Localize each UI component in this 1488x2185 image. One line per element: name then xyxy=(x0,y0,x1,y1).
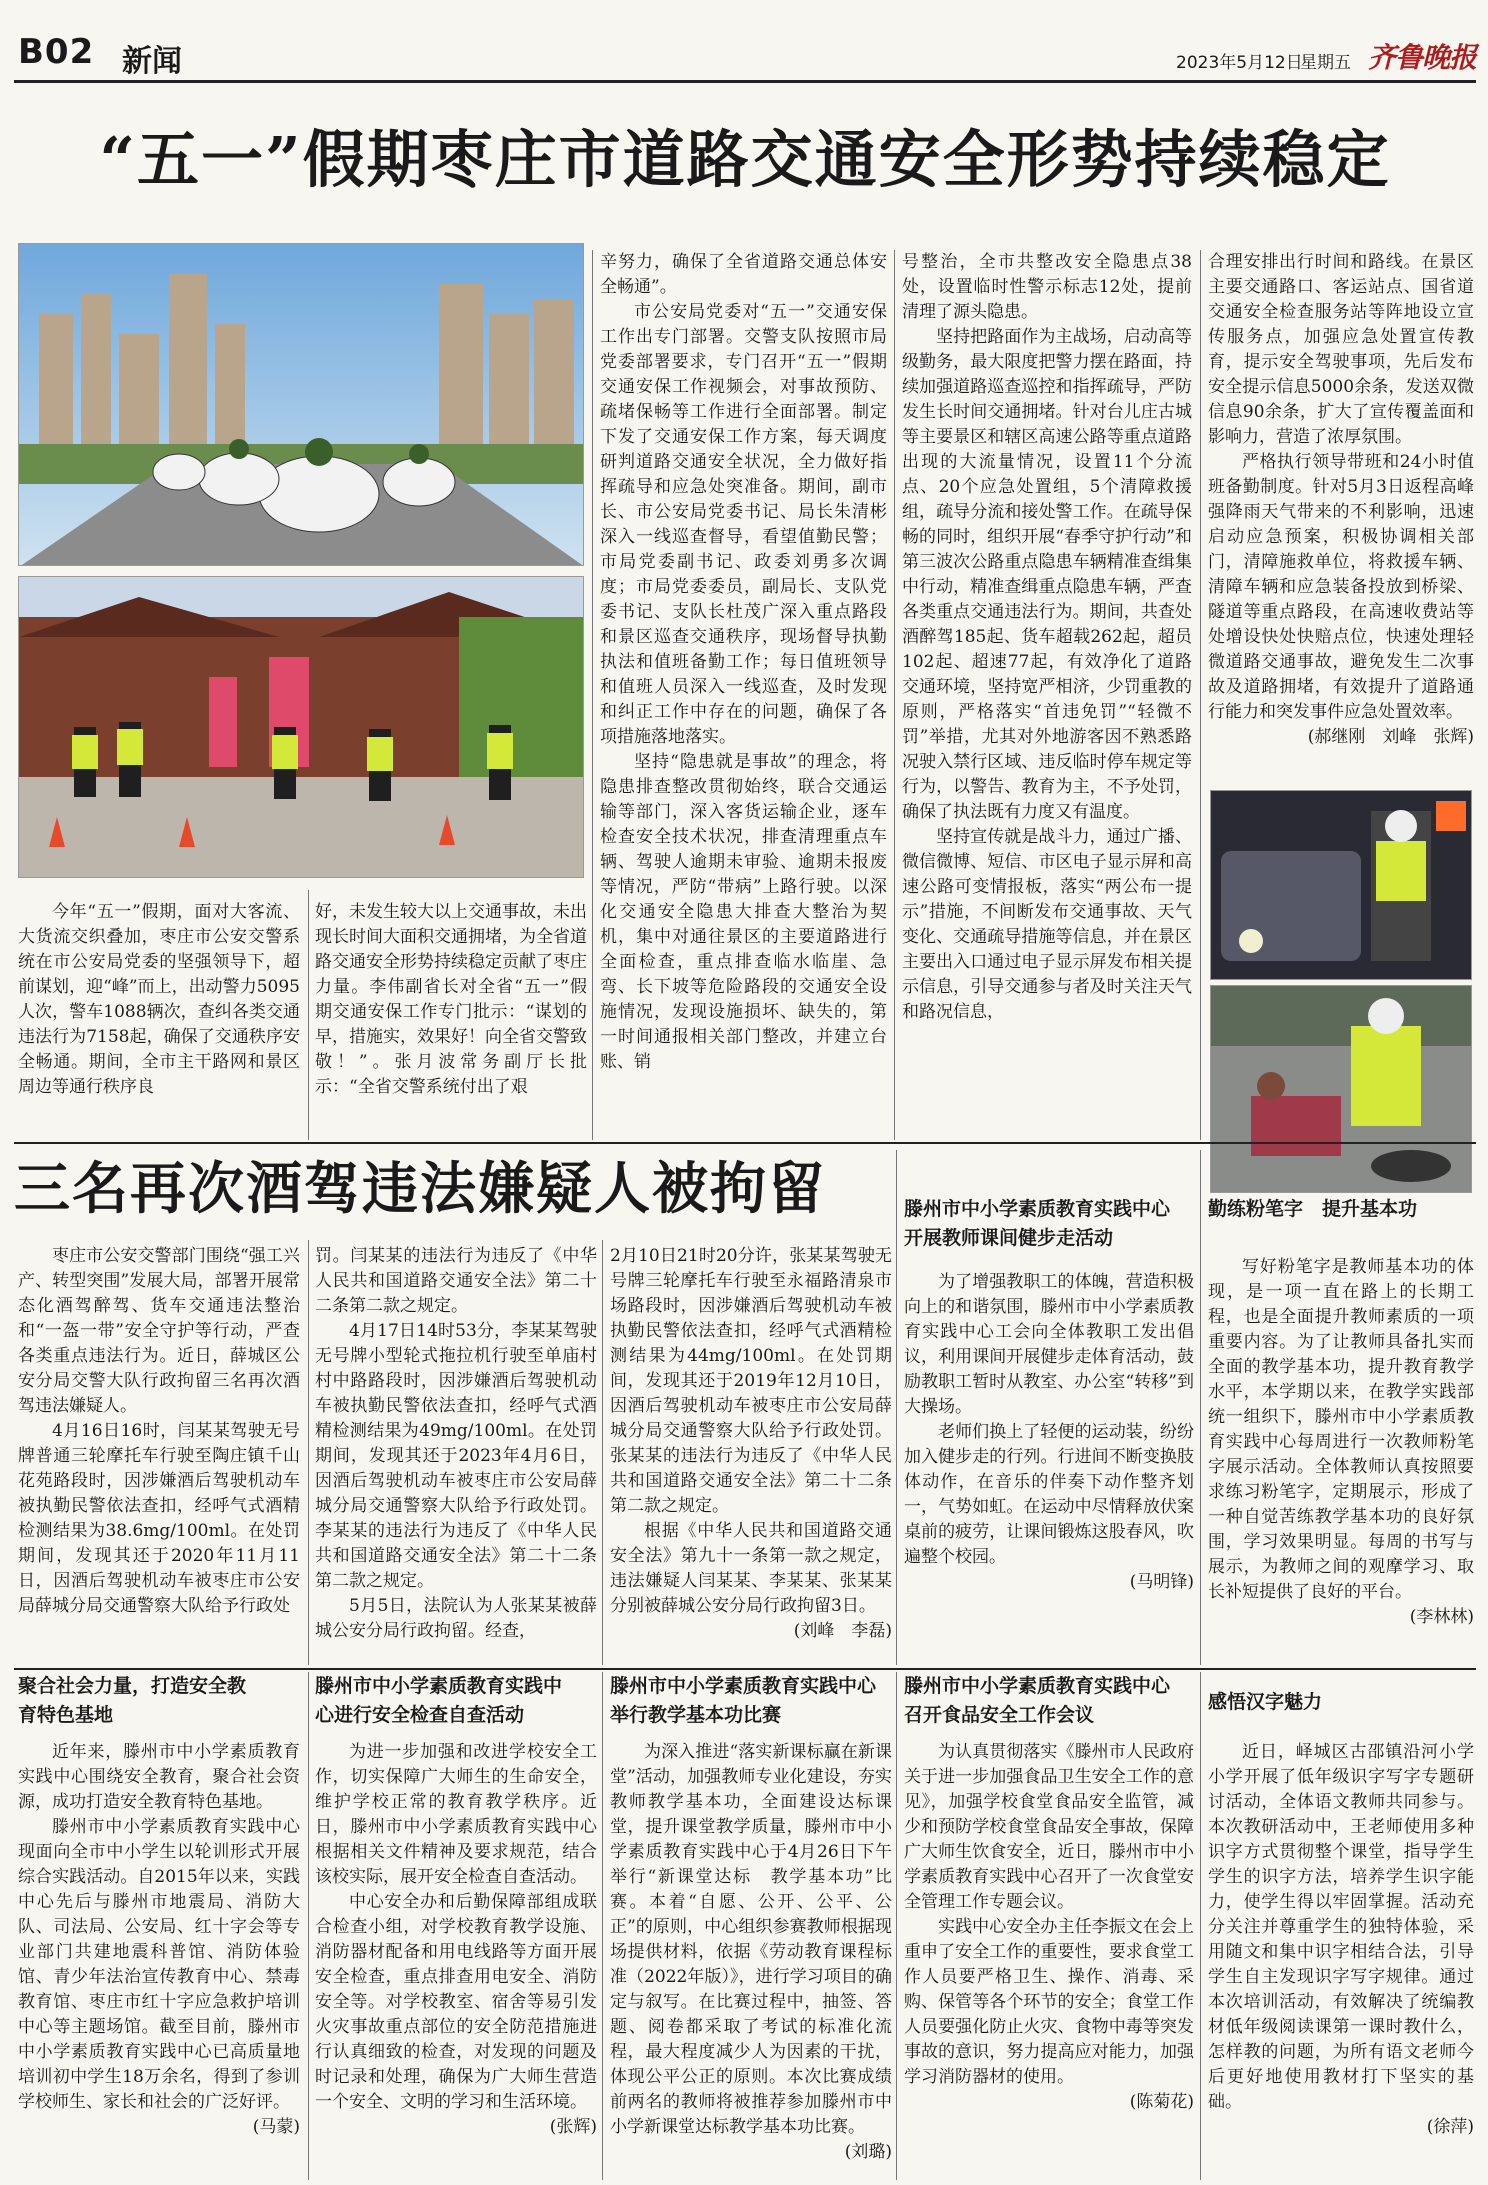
article1-lead-col1: 今年“五一”假期，面对大客流、大货流交织叠加，枣庄市公安交警系统在市公安局党委的坚强领导下，超前谋划，迎“峰”而上，出动警力5095人次，警车1088辆次，查纠各类交通违法行为7158起，确保了交通秩序安全畅通。期间，全市主干路网和景区周边等通行秩序良 xyxy=(18,902,300,1097)
article7-byline: (刘璐) xyxy=(844,2142,892,2162)
column-divider xyxy=(894,250,895,1140)
article5-title: 聚合社会力量，打造安全教 育特色基地 xyxy=(18,1675,247,1726)
article9-byline: (徐萍) xyxy=(1426,2117,1474,2137)
issue-date: 2023年5月12日 xyxy=(1176,53,1303,73)
article2-headline: 三名再次酒驾违法嫌疑人被拘留 xyxy=(14,1156,826,1222)
article1-col4: 号整治，全市共整改安全隐患点38处，设置临时性警示标志12处，提前清理了源头隐患。 坚持把路面作为主战场，启动高等级勤务，最大限度把警力摆在路面，持续加强道路巡查巡控和指挥疏导，严防发生长时间交通拥堵。针对台儿庄古城等主要景区和辖区高速公路等重点道路出现的大流量情况，设置11个分流点、20个应急处置组，5个清障救援组，疏导分流和接处警工作。在疏导保畅的同时，组织开展“春季守护行动”和第三波次公路重点隐患车辆精准查缉集中行动，精准查缉重点隐患车辆，严查各类重点交通违法行为。期间，共查处酒醉驾185起、货车超载262起，超员102起、超速77起，有效净化了道路交通环境，坚持宽严相济，少罚重教的原则，严格落实“首违免罚”“轻微不罚”举措，尤其对外地游客因不熟悉路况驶入禁行区域、违反临时停车规定等行为，以警告、教育为主，不予处罚，确保了执法既有力度又有温度。 坚持宣传就是战斗力，通过广播、微信微博、短信、市区电子显示屏和高速公路可变情报板，落实“两公布一提示”措施，不间断发布交通事故、天气变化、交通疏导措施等信息，并在景区主要出入口通过电子显示屏发布相关提示信息，引导交通参与者及时关注天气和路况信息， xyxy=(902,252,1192,1022)
column-divider xyxy=(592,250,593,1140)
header-rule xyxy=(14,80,1476,83)
column-divider xyxy=(1200,1672,1201,2180)
article3-byline: (马明锋) xyxy=(1129,1572,1194,1592)
section-rule xyxy=(14,1668,1476,1670)
article1-byline: (郝继刚 刘峰 张辉) xyxy=(1307,727,1474,747)
article6-byline: (张辉) xyxy=(549,2117,597,2137)
column-divider xyxy=(896,1672,897,2180)
article7-body: 为深入推进“落实新课标赢在新课堂”活动，加强教师专业化建设，夯实教师教学基本功，全面建设达标课堂，提升课堂教学质量，滕州市中小学素质教育实践中心于4月26日下午举行“新课堂达标 教学基本功”比赛。本着“自愿、公开、公平、公正”的原则，中心组织参赛教师根据现场提供材料，依据《劳动教育课程标准（2022年版）》，进行学习项目的确定与叙写。在比赛过程中，抽签、答题、阅卷都采取了考试的标准化流程，最大程度减少人为因素的干扰，体现公平公正的原则。本次比赛成绩前两名的教师将被推荐参加滕州市中小学新课堂达标教学基本功比赛。 (刘璐) xyxy=(610,1740,892,2178)
column-divider xyxy=(308,1240,309,1665)
issue-weekday: 星期五 xyxy=(1300,53,1351,73)
article9-title: 感悟汉字魅力 xyxy=(1208,1691,1323,1713)
article5-byline: (马蒙) xyxy=(252,2117,300,2137)
column-divider xyxy=(602,1672,603,2180)
article5-body: 近年来，滕州市中小学素质教育实践中心围绕安全教育，聚合社会资源，成功打造安全教育特色基地。 滕州市中小学素质教育实践中心现面向全市中小学生以轮训形式开展综合实践活动。自2015年以来，实践中心先后与滕州市地震局、消防大队、司法局、公安局、红十字会等专业部门共建地震科普馆、消防体验馆、青少年法治宣传教育中心、禁毒教育馆、枣庄市红十字应急救护培训中心等主题场馆。截至目前，滕州市中小学素质教育实践中心已高质量地培训初中学生18万余名，得到了参训学校师生、家长和社会的广泛好评。 (马蒙) xyxy=(18,1740,300,2178)
article1-headline: “五一”假期枣庄市道路交通安全形势持续稳定 xyxy=(99,123,1391,196)
column-divider xyxy=(1200,1150,1201,1665)
column-divider xyxy=(1200,250,1201,1140)
article1-lead-col2: 好，未发生较大以上交通事故，未出现长时间大面积交通拥堵，为全省道路交通安全形势持续稳定贡献了枣庄力量。李伟副省长对全省“五一”假期交通安保工作专门批示：“谋划的早，措施实，效果好！向全省交警致敬！”。张月波常务副厅长批示：“全省交警系统付出了艰 xyxy=(315,902,587,1097)
article2-col3: 2月10日21时20分许，张某某驾驶无号牌三轮摩托车行驶至永福路清泉市场路段时，因涉嫌酒后驾驶机动车被执勤民警依法查扣，经呼气式酒精检测结果为44mg/100ml。在处罚期间，发现其还于2019年12月10日，因酒后驾驶机动车被枣庄市公安局薛城分局交通警察大队给予行政处罚。张某某的违法行为违反了《中华人民共和国道路交通安全法》第二十二条第二款之规定。 根据《中华人民共和国道路交通安全法》第九十一条第一款之规定，违法嫌疑人闫某某、李某某、张某某分别被薛城公安分局行政拘留3日。 (刘峰 李磊) xyxy=(610,1244,892,1664)
newspaper-logo: 齐鲁晚报 xyxy=(1368,41,1477,74)
article2-col2: 罚。闫某某的违法行为违反了《中华人民共和国道路交通安全法》第二十二条第二款之规定。 4月17日14时53分，李某某驾驶无号牌小型轮式拖拉机行驶至单庙村村中路路段时，因涉嫌酒后驾驶机动车被执勤民警依法查扣，经呼气式酒精检测结果为49mg/100ml。在处罚期间，发现其还于2023年4月6日，因酒后驾驶机动车被枣庄市公安局薛城分局交通警察大队给予行政处罚。李某某的违法行为违反了《中华人民共和国道路交通安全法》第二十二条第二款之规定。 5月5日，法院认为人张某某被薛城公安分局行政拘留。经查， xyxy=(315,1246,597,1641)
section-rule xyxy=(14,1142,1476,1144)
article6-title: 滕州市中小学素质教育实践中 心进行安全检查自查活动 xyxy=(315,1675,563,1726)
article2-byline: (刘峰 李磊) xyxy=(793,1621,892,1641)
photo-police-motorcade xyxy=(18,243,584,566)
article1-col3: 辛努力，确保了全省道路交通总体安全畅通”。 市公安局党委对“五一”交通安保工作出专门部署。交警支队按照市局党委部署要求，专门召开“五一”假期交通安保工作视频会，对事故预防、疏堵保畅等工作进行全面部署。制定下发了交通安保工作方案，每天调度研判道路交通安全状况，全力做好指挥疏导和应急处突准备。期间，副市长、市公安局党委书记、局长朱清彬深入一线巡查督导，看望值勤民警；市局党委副书记、政委刘勇多次调度；市局党委委员，副局长、支队党委书记、支队长杜茂广深入重点路段和景区巡查交通秩序，现场督导执勤执法和值班备勤工作；每日值班领导和值班人员深入一线巡查，及时发现和纠正工作中存在的问题，确保了各项措施落地落实。 坚持“隐患就是事故”的理念，将隐患排查整改贯彻始终，联合交通运输等部门，深入客货运输企业，逐车检查安全技术状况，排查清理重点车辆、驾驶人逾期未审验、逾期未报废等情况，严防“带病”上路行驶。以深化交通安全隐患大排查大整治为契机，集中对通往景区的主要道路进行全面检查，重点排查临水临崖、急弯、长下坡等危险路段的交通安全设施情况，发现设施损坏、缺失的，第一时间通报相关部门整改，并建立台账、销 xyxy=(600,252,887,1072)
article4-title: 勤练粉笔字 提升基本功 xyxy=(1208,1198,1418,1220)
article7-title: 滕州市中小学素质教育实践中心 举行教学基本功比赛 xyxy=(610,1675,877,1726)
article6-body: 为进一步加强和改进学校安全工作，切实保障广大师生的生命安全，维护学校正常的教育教学秩序。近日，滕州市中小学素质教育实践中心根据相关文件精神及要求规范，结合该校实际，展开安全检查自查活动。 中心安全办和后勤保障部组成联合检查小组，对学校教育教学设施、消防器材配备和用电线路等方面开展安全检查，重点排查用电安全、消防安全等。对学校教室、宿舍等易引发火灾事故重点部位的安全防范措施进行认真细致的检查，对发现的问题及时记录和处理，确保为广大师生营造一个安全、文明的学习和生活环境。 (张辉) xyxy=(315,1740,597,2178)
article3-title: 滕州市中小学素质教育实践中心 开展教师课间健步走活动 xyxy=(904,1198,1171,1249)
column-divider xyxy=(308,890,309,1140)
column-divider xyxy=(896,1150,897,1665)
article3-body: 为了增强教职工的体魄，营造积极向上的和谐氛围，滕州市中小学素质教育实践中心工会向全体教职工发出倡议，利用课间开展健步走体育活动，鼓励教职工暂时从教室、办公室“转移”到大操场。 老师们换上了轻便的运动装，纷纷加入健步走的行列。行进间不断变换肢体动作，在音乐的伴奏下动作整齐划一，气势如虹。在运动中尽情释放伏案桌前的疲劳，让课间锻炼这股春风，吹遍整个校园。 (马明锋) xyxy=(904,1270,1194,1665)
article9-body: 近日，峄城区古邵镇沿河小学小学开展了低年级识字写字专题研讨活动，全体语文教师共同参与。本次教研活动中，王老师使用多种识字方式贯彻整个课堂，指导学生学生的识字方法，培养学生识字能力，使学生得以牢固掌握。活动充分关注并尊重学生的独特体验，采用随文和集中识字相结合法，引导学生自主发现识字写字规律。通过本次培训活动，有效解决了统编教材低年级阅读课第一课时教什么，怎样教的问题，为所有语文老师今后更好地使用教材打下坚实的基础。 (徐萍) xyxy=(1208,1740,1474,2178)
column-divider xyxy=(602,1240,603,1665)
section-name: 新闻 xyxy=(122,44,182,79)
photo-traffic-police-scenic-area xyxy=(18,576,584,878)
article4-body: 写好粉笔字是教师基本功的体现，是一项一直在路上的长期工程，也是全面提升教师素质的一项重要内容。为了让教师具备扎实而全面的教学基本功，提升教育教学水平，本学期以来，在教学实践部统一组织下，滕州市中小学素质教育实践中心每周进行一次教师粉笔字展示活动。全体教师认真按照要求练习粉笔字，定期展示，形成了一种自觉苦练教学基本功的良好氛围，学习效果明显。每周的书写与展示，为教师之间的观摩学习、取长补短提供了良好的平台。 (李林林) xyxy=(1208,1255,1474,1665)
photo-night-check xyxy=(1210,790,1472,980)
article2-col1: 枣庄市公安交警部门围绕“强工兴产、转型突围”发展大局，部署开展常态化酒驾醉驾、货车交通违法整治和“一盔一带”安全守护等行动，严查各类重点违法行为。近日，薛城区公安分局交警大队行政拘留三名再次酒驾违法嫌疑人。 4月16日16时，闫某某驾驶无号牌普通三轮摩托车行驶至陶庄镇千山花苑路段时，因涉嫌酒后驾驶机动车被执勤民警依法查扣，经呼气式酒精检测结果为38.6mg/100ml。在处罚期间，发现其还于2020年11月11日，因酒后驾驶机动车被枣庄市公安局薛城分局交通警察大队给予行政处 xyxy=(18,1246,300,1616)
photo-rain-rescue xyxy=(1210,985,1472,1193)
column-divider xyxy=(308,1672,309,2180)
article8-body: 为认真贯彻落实《滕州市人民政府关于进一步加强食品卫生安全工作的意见》，加强学校食堂食品安全监管，减少和预防学校食堂食品安全事故，保障广大师生饮食安全，近日，滕州市中小学素质教育实践中心召开了一次食堂安全管理工作专题会议。 实践中心安全办主任李振文在会上重申了安全工作的重要性，要求食堂工作人员要严格卫生、操作、消毒、采购、保管等各个环节的安全；食堂工作人员要强化防止火灾、食物中毒等突发事故的意识，努力提高应对能力，加强学习消防器材的使用。 (陈菊花) xyxy=(904,1740,1194,2178)
article1-col5: 合理安排出行时间和路线。在景区主要交通路口、客运站点、国省道交通安全检查服务站等阵地设立宣传服务点，加强应急处置宣传教育，提示安全驾驶事项，先后发布安全提示信息5000余条，发送双微信息90余条，扩大了宣传覆盖面和影响力，营造了浓厚氛围。 严格执行领导带班和24小时值班备勤制度。针对5月3日返程高峰强降雨天气带来的不利影响，迅速启动应急预案，积极协调相关部门，清障施救单位，将救援车辆、清障车辆和应急装备投放到桥梁、隧道等重点路段，在高速收费站等处增设快处快赔点位，快速处理轻微道路交通事故，避免发生二次事故及道路拥堵，有效提升了道路通行能力和突发事件应急处置效率。 (郝继刚 刘峰 张辉) xyxy=(1208,250,1474,770)
article4-byline: (李林林) xyxy=(1409,1607,1474,1627)
page-number: B02 xyxy=(18,32,95,72)
article8-title: 滕州市中小学素质教育实践中心 召开食品安全工作会议 xyxy=(904,1675,1171,1726)
article8-byline: (陈菊花) xyxy=(1129,2092,1194,2112)
